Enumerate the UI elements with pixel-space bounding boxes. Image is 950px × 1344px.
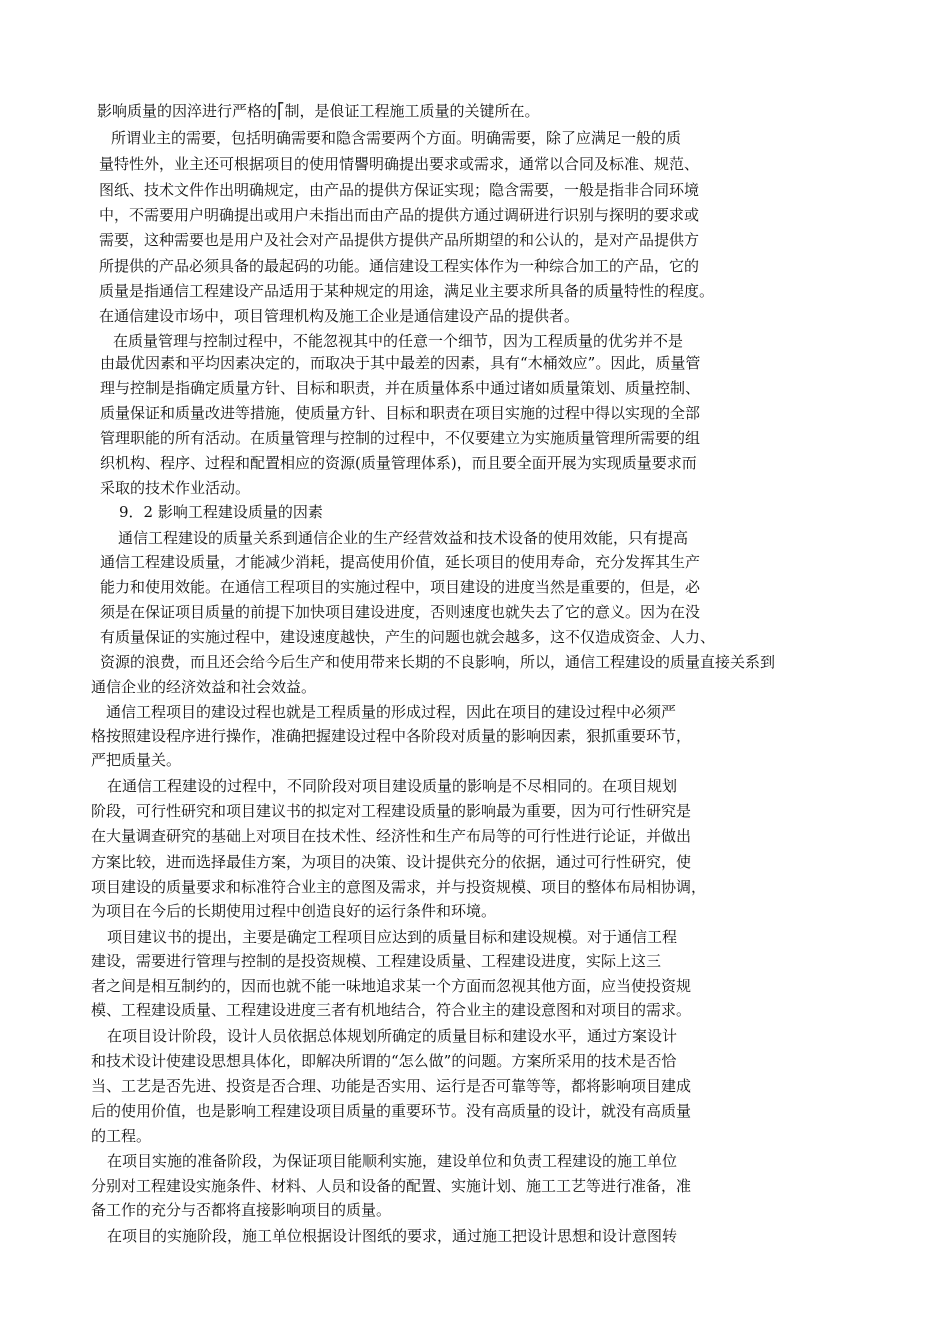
text-line: 在大量调查研究的基础上对项目在技术性、经济性和生产布局等的可行性进行论证，并做出 xyxy=(91,827,692,845)
text-line: 所谓业主的需要，包括明确需要和隐含需要两个方面。明确需要，除了应满足一般的质 xyxy=(111,129,682,147)
text-line: 通信工程建设的质量关系到通信企业的生产经营效益和技术设备的使用效能，只有提高 xyxy=(118,529,689,547)
text-line: 在项目设计阶段，设计人员依据总体规划所确定的质量目标和建设水平，通过方案设计 xyxy=(107,1027,678,1045)
text-line: 量特性外，业主还可根据项目的使用情譻明确提出要求或需求，通常以合同及标准、规范、 xyxy=(99,155,700,173)
text-line: 格按照建设程序进行操作，准确把握建设过程中各阶段对质量的影响因素，狠抓重要环节， xyxy=(91,727,692,745)
text-line: 和技术设计使建设思想具体化，即解决所谓的“怎么做”的问题。方案所采用的技术是否恰 xyxy=(91,1052,677,1070)
text-line: 织机构、程序、过程和配置相应的资源(质量管理体系)，而且要全面开展为实现质量要求而 xyxy=(100,454,697,472)
text-line: 严把质量关。 xyxy=(91,751,182,769)
section-heading: 9．2 影响工程建设质量的因素 xyxy=(119,503,323,521)
text-line: 建设，需要进行管理与控制的是投资规模、工程建设质量、工程建设进度，实际上这三 xyxy=(91,952,662,970)
text-line: 通信工程项目的建设过程也就是工程质量的形成过程，因此在项目的建设过程中必须严 xyxy=(106,703,677,721)
text-line: 备工作的充分与否都将直接影响项目的质量。 xyxy=(91,1201,392,1219)
text-line: 管理职能的所有活动。在质量管理与控制的过程中，不仅要建立为实施质量管理所需要的组 xyxy=(100,429,701,447)
text-line: 在通信建设市场中，项目管理机构及施工企业是通信建设产品的提供者。 xyxy=(99,307,580,325)
text-line: 阶段，可行性研究和项目建议书的拟定对工程建设质量的影响最为重要，因为可行性研究是 xyxy=(91,802,692,820)
text-line: 模、工程建设质量、工程建设进度三者有机地结合，符合业主的建设意图和对项目的需求。 xyxy=(91,1001,692,1019)
text-line: 项目建设的质量要求和标准符合业主的意图及需求，并与投资规模、项目的整体布局相协调， xyxy=(91,878,707,896)
text-line: 通信工程建设质量，才能减少消耗，提高使用价值，延长项目的使用寿命，充分发挥其生产 xyxy=(100,553,701,571)
text-line: 者之间是相互制约的，因而也就不能一味地追求某一个方面而忽视其他方面，应当使投资规 xyxy=(91,977,692,995)
text-line: 由最优因素和平均因素决定的，而取决于其中最差的因素，具有“木桶效应”。因此，质量管 xyxy=(100,354,701,372)
text-line: 方案比较，进而选择最佳方案，为项目的决策、设计提供充分的依据，通过可行性研究，使 xyxy=(91,853,692,871)
text-line: 当、工艺是否先进、投资是否合理、功能是否实用、运行是否可靠等等，都将影响项目建成 xyxy=(91,1077,692,1095)
text-line: 项目建议书的提出，主要是确定工程项目应达到的质量目标和建设规模。对于通信工程 xyxy=(107,928,678,946)
text-line: 所提供的产品必须具备的最起码的功能。通信建设工程实体作为一种综合加工的产品，它的 xyxy=(99,257,700,275)
text-line: 后的使用价值，也是影响工程建设项目质量的重要环节。没有高质量的设计，就没有高质量 xyxy=(91,1102,692,1120)
text-line: 有质量保证的实施过程中，建设速度越快，产生的问题也就会越多，这不仅造成资金、人力、 xyxy=(100,628,716,646)
text-line: 分别对工程建设实施条件、材料、人员和设备的配置、实施计划、施工工艺等进行准备，准 xyxy=(91,1177,692,1195)
text-line: 通信企业的经济效益和社会效益。 xyxy=(91,678,317,696)
text-line: 图纸、技术文件作出明确规定，由产品的提供方保证实现；隐含需要，一般是指非合同环境 xyxy=(99,181,700,199)
text-line: 在质量管理与控制过程中，不能忽视其中的任意一个细节，因为工程质量的优劣并不是 xyxy=(113,332,684,350)
text-line: 的工程。 xyxy=(91,1127,152,1145)
text-line: 需要，这种需要也是用户及社会对产品提供方提供产品所期望的和公认的，是对产品提供方 xyxy=(99,231,700,249)
text-line: 为项目在今后的长期使用过程中创造良好的运行条件和环境。 xyxy=(91,902,497,920)
text-line: 质量是指通信工程建设产品适用于某种规定的用途，满足业主要求所具备的质量特性的程度。 xyxy=(99,282,715,300)
text-line: 能力和使用效能。在通信工程项目的实施过程中，项目建设的进度当然是重要的，但是，必 xyxy=(100,578,701,596)
text-line: 在通信工程建设的过程中，不同阶段对项目建设质量的影响是不尽相同的。在项目规划 xyxy=(107,777,678,795)
text-line: 在项目实施的准备阶段，为保证项目能顺利实施，建设单位和负责工程建设的施工单位 xyxy=(107,1152,678,1170)
text-line: 资源的浪费，而且还会给今后生产和使用带来长期的不良影响，所以，通信工程建设的质量直接关系到 xyxy=(100,653,776,671)
text-line: 须是在保证项目质量的前提下加快项目建设进度，否则速度也就失去了它的意义。因为在没 xyxy=(100,603,701,621)
text-line: 采取的技术作业活动。 xyxy=(100,479,251,497)
text-line: 在项目的实施阶段，施工单位根据设计图纸的要求，通过施工把设计思想和设计意图转 xyxy=(107,1227,678,1245)
text-line: 中，不需要用户明确提出或用户未指出而由产品的提供方通过调研进行识别与探明的要求或 xyxy=(99,206,700,224)
text-line: 影响质量的因淬进行严格的⎡制，是俍证工程施工质量的关键所在。 xyxy=(97,102,540,120)
text-line: 理与控制是指确定质量方针、目标和职责，并在质量体系中通过诸如质量策划、质量控制、 xyxy=(100,379,701,397)
text-line: 质量保证和质量改进等措施，使质量方针、目标和职责在项目实施的过程中得以实现的全部 xyxy=(100,404,701,422)
